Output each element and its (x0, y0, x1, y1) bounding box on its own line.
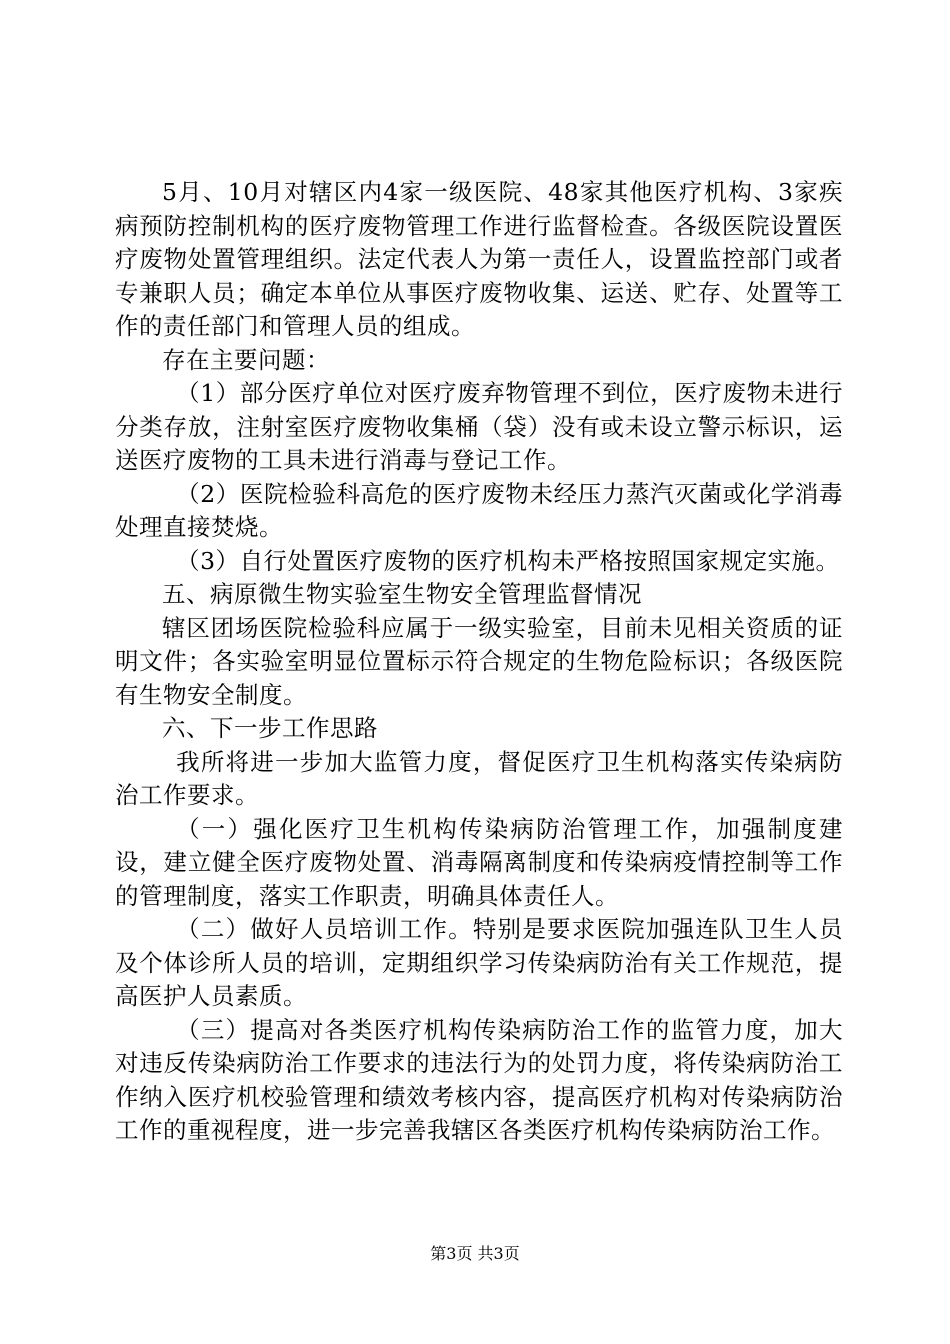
paragraph-problem-1: （1）部分医疗单位对医疗废弃物管理不到位，医疗废物未进行分类存放，注射室医疗废物收集桶（袋）没有或未设立警示标识，运送医疗废物的工具未进行消毒与登记工作。 (115, 379, 843, 474)
page-number-footer: 第3页 共3页 (430, 1244, 520, 1263)
paragraph-biosafety: 辖区团场医院检验科应属于一级实验室，目前未见相关资质的证明文件；各实验室明显位置标示符合规定的生物危险标识；各级医院有生物安全制度。 (115, 613, 843, 709)
paragraph-step-1: （一）强化医疗卫生机构传染病防治管理工作，加强制度建设，建立健全医疗废物处置、消毒隔离制度和传染病疫情控制等工作的管理制度，落实工作职责，明确具体责任人。 (115, 814, 843, 910)
section-heading-next-steps: 六、下一步工作思路 (162, 714, 378, 742)
paragraph-problem-3: （3）自行处置医疗废物的医疗机构未严格按照国家规定实施。 (176, 546, 840, 575)
document-body (115, 176, 843, 1148)
paragraph-next-steps-intro: 我所将进一步加大监管力度，督促医疗卫生机构落实传染病防治工作要求。 (115, 747, 843, 809)
section-heading-biosafety: 五、病原微生物实验室生物安全管理监督情况 (162, 580, 642, 608)
paragraph-main-problems-heading: 存在主要问题： (162, 345, 330, 374)
paragraph-problem-2: （2）医院检验科高危的医疗废物未经压力蒸汽灭菌或化学消毒处理直接焚烧。 (115, 479, 843, 541)
paragraph-inspection-summary: 5月、10月对辖区内4家一级医院、48家其他医疗机构、3家疾病预防控制机构的医疗废物管理工作进行监督检查。各级医院设置医疗废物处置管理组织。法定代表人为第一责任人，设置监控部门或者专兼职人员；确定本单位从事医疗废物收集、运送、贮存、处置等工作的责任部门和管理人员的组成。 (115, 178, 843, 340)
paragraph-step-3: （三）提高对各类医疗机构传染病防治工作的监管力度，加大对违反传染病防治工作要求的违法行为的处罚力度，将传染病防治工作纳入医疗机校验管理和绩效考核内容，提高医疗机构对传染病防治工作的重视程度，进一步完善我辖区各类医疗机构传染病防治工作。 (115, 1015, 843, 1144)
paragraph-step-2: （二）做好人员培训工作。特别是要求医院加强连队卫生人员及个体诊所人员的培训，定期组织学习传染病防治有关工作规范，提高医护人员素质。 (115, 915, 843, 1010)
